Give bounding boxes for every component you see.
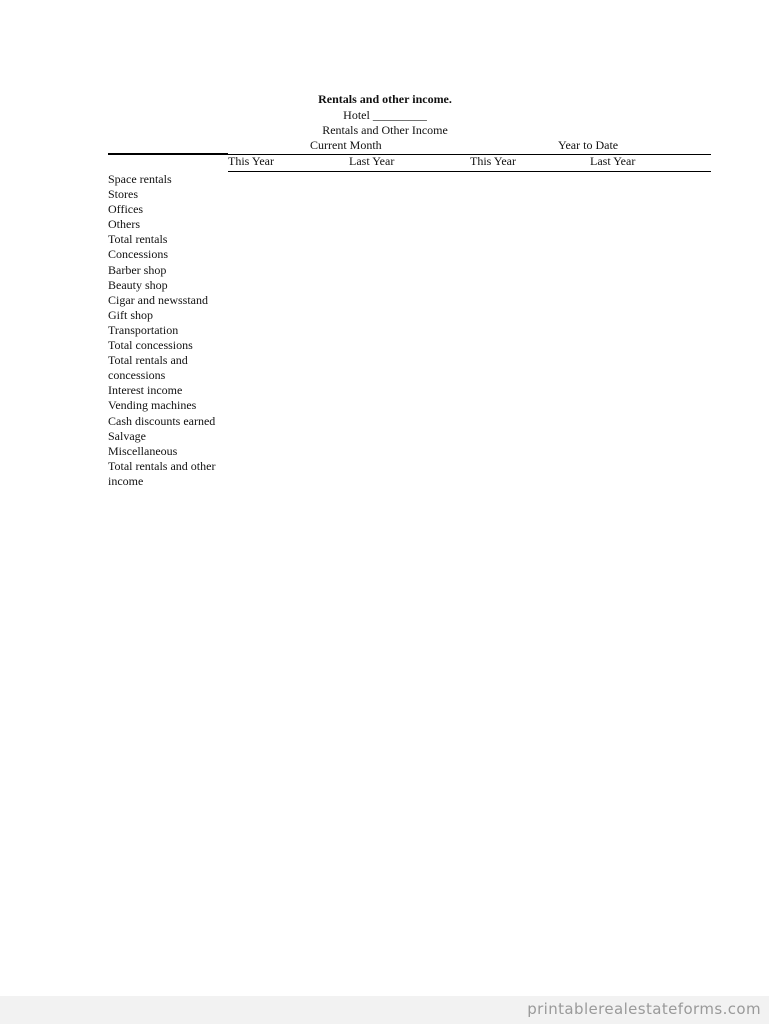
footer-bar	[0, 996, 769, 1024]
income-row-labels	[108, 172, 238, 489]
label-column-rule	[108, 153, 228, 155]
year-to-date-header: Year to Date	[558, 138, 619, 152]
cm-this-year-header: This Year	[228, 154, 275, 168]
cm-last-year-header: Last Year	[349, 154, 395, 168]
row-label: Cigar and newsstand	[108, 292, 208, 307]
form-subtitle: Rentals and Other Income	[322, 123, 448, 137]
row-label: Space rentals	[108, 172, 172, 186]
row-label: Total concessions	[108, 338, 193, 353]
watermark-link[interactable]: printablerealestateforms.com	[527, 1000, 761, 1018]
ytd-this-year-header: This Year	[470, 154, 517, 168]
row-label: Offices	[108, 202, 144, 217]
row-label: Total rentals and other	[108, 458, 216, 473]
row-label: Beauty shop	[108, 277, 168, 292]
row-label: Miscellaneous	[108, 443, 178, 458]
row-label: Stores	[108, 187, 138, 202]
row-label: Salvage	[108, 428, 146, 443]
row-label: Interest income	[108, 383, 183, 398]
current-month-header: Current Month	[310, 138, 382, 152]
ytd-last-year-header: Last Year	[590, 154, 636, 168]
row-label: concessions	[108, 368, 166, 383]
row-label: Total rentals and	[108, 353, 188, 368]
row-label: Vending machines	[108, 398, 197, 413]
form-title: Rentals and other income.	[318, 92, 452, 106]
row-label: income	[108, 473, 144, 488]
row-label: Concessions	[108, 247, 168, 262]
row-label: Barber shop	[108, 262, 167, 277]
header-bottom-rule	[228, 171, 711, 172]
row-label: Gift shop	[108, 307, 153, 322]
row-label: Cash discounts earned	[108, 413, 216, 428]
row-label: Total rentals	[108, 232, 168, 247]
hotel-line: Hotel _________	[343, 108, 427, 122]
row-label: Transportation	[108, 322, 179, 337]
row-label: Others	[108, 217, 140, 232]
